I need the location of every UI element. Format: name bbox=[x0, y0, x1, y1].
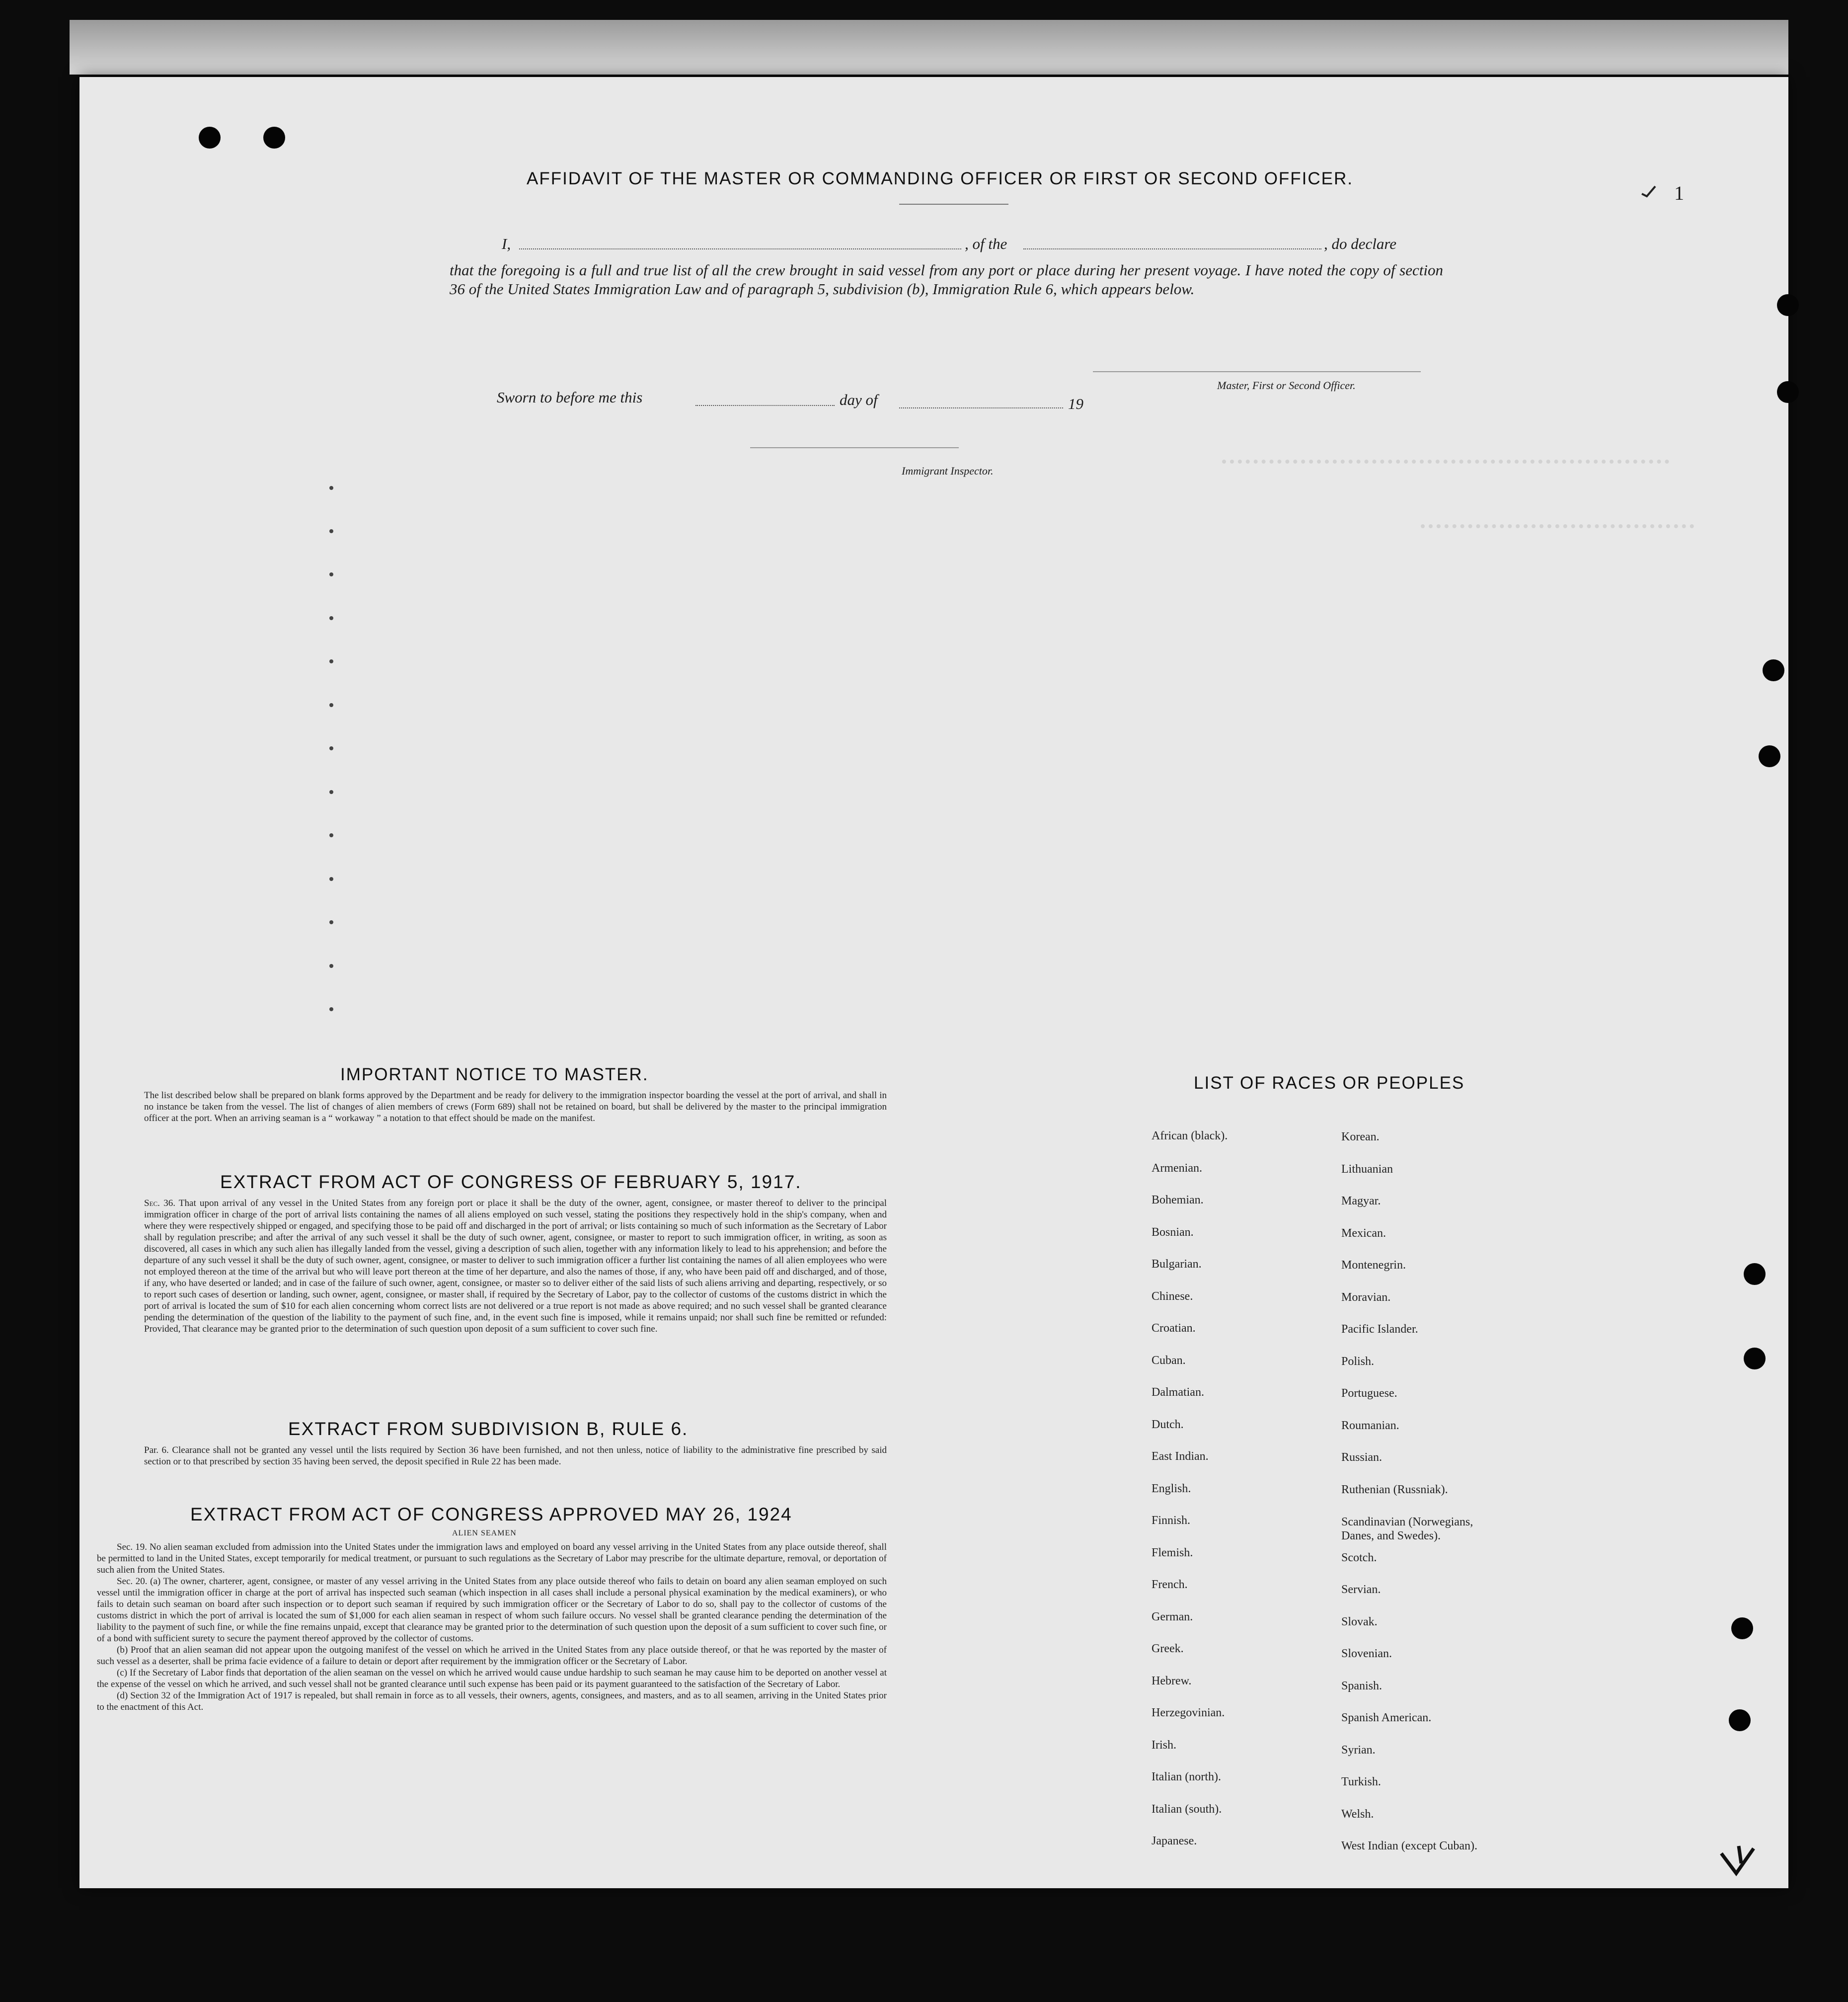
affidavit-title: AFFIDAVIT OF THE MASTER OR COMMANDING OFFICER OR FIRST OR SECOND OFFICER. bbox=[527, 169, 1354, 188]
margin-dot bbox=[329, 746, 333, 750]
margin-dot bbox=[329, 486, 333, 490]
punch-hole bbox=[1731, 1617, 1753, 1639]
race-item: Spanish. bbox=[1341, 1679, 1383, 1692]
race-item: Irish. bbox=[1152, 1738, 1176, 1752]
margin-dot bbox=[329, 920, 333, 924]
sworn-day-field[interactable] bbox=[695, 405, 835, 406]
margin-dot bbox=[329, 529, 333, 533]
race-item: Slovak. bbox=[1341, 1615, 1378, 1628]
race-item: Dutch. bbox=[1152, 1418, 1184, 1431]
signature-label: Master, First or Second Officer. bbox=[1217, 379, 1356, 392]
margin-dot bbox=[329, 659, 333, 663]
race-item: Lithuanian bbox=[1341, 1162, 1393, 1176]
race-item: Turkish. bbox=[1341, 1775, 1381, 1788]
race-item: African (black). bbox=[1152, 1129, 1228, 1142]
race-item: Scotch. bbox=[1341, 1551, 1377, 1564]
race-item: Pacific Islander. bbox=[1341, 1323, 1418, 1336]
race-item: West Indian (except Cuban). bbox=[1341, 1840, 1477, 1852]
race-item: Mexican. bbox=[1341, 1226, 1386, 1240]
margin-dot bbox=[329, 833, 333, 837]
race-item: Chinese. bbox=[1152, 1289, 1193, 1303]
race-item: Bosnian. bbox=[1152, 1225, 1194, 1239]
section-20d-text: (d) Section 32 of the Immigration Act of 1917 is repealed, but shall remain in force as to all vessels, their owners, agents, consignees, and masters, and as to all seamen, arriving in the United States prior to the enactment of this Act. bbox=[97, 1690, 887, 1712]
extract-1917-title: EXTRACT FROM ACT OF CONGRESS OF FEBRUARY 5, 1917. bbox=[220, 1172, 802, 1192]
margin-dot bbox=[329, 877, 333, 881]
race-item: Japanese. bbox=[1152, 1835, 1197, 1847]
vessel-field[interactable] bbox=[1023, 248, 1321, 249]
race-item: Dalmatian. bbox=[1152, 1386, 1204, 1399]
name-field[interactable] bbox=[519, 248, 961, 249]
race-item: Hebrew. bbox=[1152, 1674, 1192, 1687]
section-20a-text: Sec. 20. (a) The owner, charterer, agent, consignee, or master of any vessel arriving in the United States from any place outside thereof who fails to detain on board any alien seaman employed on such vessel until the immigration officer in charge at the port of arrival has inspected such seaman (which inspection in all cases shall include a personal physical examination by the medical examiners), or who fails to detain such seaman on board after such inspection or to deport such seaman if required by such immigration officer or the Secretary of Labor to do so, shall pay to the collector of customs of the customs district in which the port of arrival is located the sum of $1,000 for each alien seaman in respect of whom such failure occurs. No vessel shall be granted clearance pending the determination of the liability to the payment of such fine, or while the fine remains unpaid, except that clearance may be granted prior to the determination of such question upon the deposit of a sum sufficient to cover such fine, or of a bond with sufficient surety to secure the payment thereof approved by the collector of customs. bbox=[97, 1576, 887, 1644]
race-item: Croatian. bbox=[1152, 1322, 1196, 1335]
corner-check-icon bbox=[1719, 1843, 1759, 1878]
race-item: Bulgarian. bbox=[1152, 1258, 1202, 1271]
sworn-month-field[interactable] bbox=[899, 407, 1063, 408]
section-20c-text: (c) If the Secretary of Labor finds that deportation of the alien seaman on the vessel on which he arrived would cause undue hardship to such seaman he may cause him to be deported on another vessel at the expense of the vessel on which he arrived, and such vessel shall not be granted clearance until such expense has been paid or its payment guaranteed to the satisfaction of the Secretary of Labor. bbox=[97, 1668, 887, 1689]
extract-1917-body: That upon arrival of any vessel in the United States from any foreign port or place it shall be the duty of the owner, agent, consignee, or master thereof to deliver to the principal immigration officer in charge of the port of arrival lists containing the names of all aliens employed on such vessel, stating the positions they respectively hold in the ship's company, when and where they were respectively shipped or engaged, and specifying those to be paid off and discharged in the port of arrival; or lists containing so much of such information as the Secretary of Labor shall by regulation prescribe; and after the arrival of any such vessel it shall be the duty of such owner, agent, consignee, or master to report to such immigration officer, in writing, as soon as discovered, all cases in which any such alien has illegally landed from the vessel, giving a description of such alien, together with any information likely to lead to his apprehension; and before the departure of any such vessel it shall be the duty of such owner, agent, consignee, or master to deliver to such immigration officer a further list containing the names of all alien employees who were not employed thereon at the time of the arrival but who will leave port thereon at the time of her departure, and also the names of those, if any, who have been paid off and discharged, and of those, if any, who have deserted or landed; and in case of the failure of such owner, agent, consignee, or master so to deliver either of the said lists of such aliens arriving and departing, respectively, or so to report such cases of desertion or landing, such owner, agent, consignee, or master shall, if required by the Secretary of Labor, pay to the collector of customs of the customs district in which the port of arrival is located the sum of $10 for each alien concerning whom correct lists are not delivered or a true report is not made as above required; and no such vessel shall be granted clearance pending the determination of the question of the liability to the payment of such fine, and, in the event such fine is imposed, while it remains unpaid; nor shall such fine be remitted or refunded: Provided, That clearance may be granted prior to the determination of such question upon deposit of a sum sufficient to cover such fine. bbox=[144, 1198, 887, 1334]
notice-title: IMPORTANT NOTICE TO MASTER. bbox=[340, 1065, 649, 1084]
race-item: Slovenian. bbox=[1341, 1647, 1392, 1660]
race-item: Scandinavian (Norwegians, Danes, and Swedes). bbox=[1341, 1516, 1473, 1542]
title-underline bbox=[899, 204, 1008, 205]
race-item: French. bbox=[1152, 1578, 1188, 1591]
race-item: Flemish. bbox=[1152, 1546, 1193, 1559]
check-mark-icon bbox=[1639, 181, 1659, 201]
affidavit-i-label: I, bbox=[502, 235, 511, 252]
race-item: Italian (north). bbox=[1152, 1770, 1221, 1783]
margin-dot bbox=[329, 703, 333, 707]
punch-hole bbox=[1777, 294, 1799, 316]
punch-hole bbox=[1759, 745, 1780, 767]
race-item: German. bbox=[1152, 1610, 1193, 1623]
punch-hole bbox=[1729, 1709, 1751, 1731]
races-title: LIST OF RACES OR PEOPLES bbox=[1194, 1073, 1465, 1093]
punch-hole bbox=[263, 127, 285, 149]
punch-hole bbox=[1744, 1263, 1766, 1285]
extract-1924-body bbox=[97, 1541, 887, 1713]
page-number: 1 bbox=[1674, 182, 1684, 204]
race-item: Herzegovinian. bbox=[1152, 1706, 1225, 1719]
master-signature-line[interactable] bbox=[1093, 371, 1421, 372]
margin-dot bbox=[329, 790, 333, 794]
race-item: Magyar. bbox=[1341, 1195, 1381, 1207]
race-item: English. bbox=[1152, 1482, 1191, 1495]
extract-1917-text bbox=[144, 1198, 887, 1335]
race-item: Portuguese. bbox=[1341, 1387, 1397, 1400]
race-item: Cuban. bbox=[1152, 1354, 1186, 1367]
race-item: Servian. bbox=[1341, 1583, 1381, 1596]
race-item: Ruthenian (Russniak). bbox=[1341, 1483, 1448, 1496]
manifest-page bbox=[79, 77, 1788, 1888]
notice-text: The list described below shall be prepared on blank forms approved by the Department and be ready for delivery to the immigration inspector boarding the vessel at the port of arrival, and shall in no instance be taken from the vessel. The list of changes of alien members of crews (Form 689) shall not be retained on board, but shall be delivered by the master to the principal immigration officer at the port. When an arriving seaman is a “ workaway ” a notation to that effect should be made on the manifest. bbox=[144, 1090, 887, 1123]
margin-dot bbox=[329, 616, 333, 620]
bleed-through-marks bbox=[1421, 524, 1694, 538]
race-item: Welsh. bbox=[1341, 1807, 1374, 1821]
affidavit-body: that the foregoing is a full and true list of all the crew brought in said vessel from any port or place during her present voyage. I have noted the copy of section 36 of the United States Immigration Law and of paragraph 5, subdivision (b), Immigration Rule 6, which appears below. bbox=[450, 261, 1443, 298]
affidavit-declare-label: , do declare bbox=[1324, 235, 1397, 252]
race-item: Russian. bbox=[1341, 1451, 1383, 1464]
underlying-sheet-edge bbox=[70, 20, 1788, 75]
punch-hole bbox=[1763, 659, 1784, 681]
section-19-text: Sec. 19. No alien seaman excluded from admission into the United States under the immigration laws and employed on board any vessel arriving in the United States from any place outside thereof, shall be permitted to land in the United States, except temporarily for medical treatment, or pursuant to such regulations as the Secretary of Labor may prescribe for the ultimate departure, removal, or deportation of such alien from the United States. bbox=[97, 1542, 887, 1575]
race-item: Spanish American. bbox=[1341, 1711, 1432, 1724]
margin-dot bbox=[329, 572, 333, 576]
race-item: Armenian. bbox=[1152, 1161, 1202, 1175]
punch-hole bbox=[199, 127, 221, 149]
extract-1917-section-label: Sec. 36. bbox=[144, 1198, 175, 1208]
year-label: 19 bbox=[1068, 395, 1083, 412]
inspector-label: Immigrant Inspector. bbox=[902, 465, 994, 477]
bleed-through-marks bbox=[1222, 460, 1669, 474]
extract-1924-title: EXTRACT FROM ACT OF CONGRESS APPROVED MAY 26, 1924 bbox=[190, 1504, 792, 1524]
extract-rule6-text: Par. 6. Clearance shall not be granted any vessel until the lists required by Section 36 have been furnished, and not then unless, notice of liability to the administrative fine prescribed by said section or to that prescribed by section 35 having been served, the deposit specified in Rule 22 has been made. bbox=[144, 1445, 887, 1467]
day-of-label: day of bbox=[840, 391, 878, 408]
race-item: Polish. bbox=[1341, 1355, 1375, 1368]
margin-dot bbox=[329, 964, 333, 968]
race-item: Roumanian. bbox=[1341, 1419, 1399, 1432]
race-item: Finnish. bbox=[1152, 1514, 1191, 1527]
race-item: East Indian. bbox=[1152, 1450, 1209, 1463]
race-item: Syrian. bbox=[1341, 1743, 1376, 1757]
race-item: Korean. bbox=[1341, 1130, 1380, 1143]
race-item: Moravian. bbox=[1341, 1290, 1391, 1304]
race-item: Montenegrin. bbox=[1341, 1259, 1406, 1272]
punch-hole bbox=[1744, 1348, 1766, 1369]
affidavit-of-the-label: , of the bbox=[965, 235, 1007, 252]
punch-hole bbox=[1777, 381, 1799, 403]
race-item: Italian (south). bbox=[1152, 1802, 1222, 1816]
race-item: Bohemian. bbox=[1152, 1194, 1204, 1206]
race-item: Greek. bbox=[1152, 1642, 1184, 1655]
extract-1924-subtitle: ALIEN SEAMEN bbox=[452, 1529, 517, 1537]
margin-dot bbox=[329, 1007, 333, 1011]
section-20b-text: (b) Proof that an alien seaman did not appear upon the outgoing manifest of the vessel on which he arrived in the United States from any place outside thereof, or that he was reported by the master of such vessel as a deserter, shall be prima facie evidence of a failure to detain or deport after requirement by the immigration officer or the Secretary of Labor. bbox=[97, 1645, 887, 1667]
inspector-signature-line[interactable] bbox=[750, 447, 959, 448]
sworn-label: Sworn to before me this bbox=[497, 389, 643, 406]
extract-rule6-title: EXTRACT FROM SUBDIVISION B, RULE 6. bbox=[288, 1419, 689, 1439]
